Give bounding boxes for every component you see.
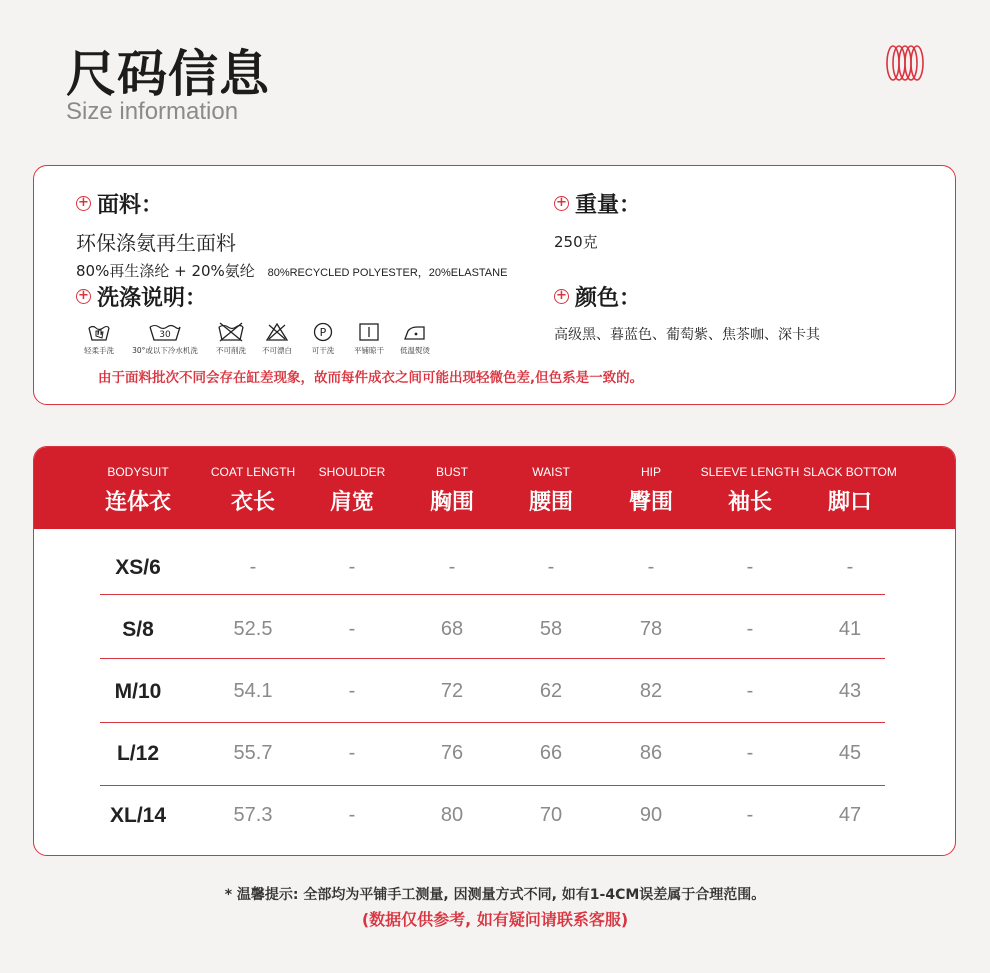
size-cell: 57.3 [233, 804, 273, 826]
page-title: 尺码信息 [66, 45, 270, 103]
column-header-cn: 衣长 [230, 490, 275, 515]
fabric-label: 面料： [97, 193, 164, 218]
dry-clean-p-icon [312, 322, 334, 342]
care-label: 低温熨烫 [400, 346, 430, 355]
size-cell: 82 [639, 680, 663, 702]
column-header-en: BUST [435, 465, 468, 479]
no-bleach-icon [265, 322, 289, 342]
low-iron-icon [402, 322, 428, 342]
size-cell: - [647, 556, 655, 578]
care-label: 平铺晾干 [354, 346, 384, 355]
size-label: XL/14 [109, 804, 167, 827]
size-cell: - [746, 742, 754, 764]
column-header-cn: 臀围 [628, 490, 673, 515]
plus-circle-icon: + [554, 196, 569, 211]
size-cell: 66 [539, 742, 563, 764]
column-header-en: WAIST [532, 465, 570, 479]
size-cell: - [348, 680, 356, 702]
size-cell: - [746, 618, 754, 640]
column-header-cn: 脚口 [827, 490, 872, 515]
size-cell: 68 [440, 618, 464, 640]
size-label: S/8 [122, 618, 154, 641]
size-cell: - [249, 556, 257, 578]
size-cell: 41 [838, 618, 862, 640]
size-label: M/10 [114, 680, 162, 703]
care-label: 不可漂白 [262, 346, 292, 355]
size-cell: - [846, 556, 854, 578]
column-header-cn: 袖长 [727, 490, 772, 515]
column-header-en: SLACK BOTTOM [803, 465, 897, 479]
flat-dry-icon [358, 322, 380, 342]
size-cell: - [448, 556, 456, 578]
svg-text:30: 30 [159, 330, 171, 340]
fabric-composition-en: 80%RECYCLED POLYESTER，20%ELASTANE [267, 267, 508, 279]
svg-text:P: P [319, 326, 327, 339]
column-header-cn: 胸围 [429, 490, 474, 515]
care-item [208, 322, 254, 356]
care-label: 30°或以下冷水机洗 [132, 346, 198, 355]
care-item [300, 322, 346, 356]
size-label: XS/6 [115, 556, 161, 579]
size-cell: 45 [838, 742, 862, 764]
size-cell: 62 [539, 680, 563, 702]
fabric-section [76, 188, 507, 281]
care-item [346, 322, 392, 356]
rings-logo-icon [884, 44, 928, 82]
fabric-name: 环保涤氨再生面料 [76, 231, 236, 255]
color-value: 高级黑、暮蓝色、葡萄紫、焦茶咖、深卡其 [554, 327, 820, 343]
care-label: 不可削洗 [216, 346, 246, 355]
row-divider [100, 594, 885, 595]
care-item [122, 322, 208, 356]
plus-circle-icon: + [76, 289, 91, 304]
size-table [33, 446, 956, 856]
size-cell: 55.7 [233, 742, 273, 764]
care-item [76, 322, 122, 356]
column-header-en: BODYSUIT [107, 465, 169, 479]
size-cell: 47 [838, 804, 862, 826]
color-section [554, 281, 820, 344]
reference-note: (数据仅供参考, 如有疑问请联系客服) [361, 910, 629, 929]
no-tumble-wash-icon [216, 322, 246, 342]
care-label: 可干洗 [311, 346, 335, 355]
size-cell: 58 [539, 618, 563, 640]
size-cell: 72 [440, 680, 464, 702]
size-cell: 90 [639, 804, 663, 826]
fabric-composition [76, 260, 507, 281]
washing-label: 洗涤说明： [97, 286, 208, 311]
size-cell: - [348, 618, 356, 640]
care-item [392, 322, 438, 356]
row-divider [100, 658, 885, 659]
size-cell: 78 [639, 618, 663, 640]
hand-wash-icon [87, 322, 111, 342]
weight-label: 重量： [575, 193, 642, 218]
size-cell: - [348, 804, 356, 826]
size-table-header [34, 447, 955, 529]
size-cell: - [746, 680, 754, 702]
care-icons-row [76, 322, 438, 356]
row-divider [100, 722, 885, 723]
size-cell: - [348, 556, 356, 578]
column-header-en: COAT LENGTH [210, 465, 296, 479]
fabric-info-panel [33, 165, 956, 405]
size-cell: 54.1 [233, 680, 273, 702]
size-cell: - [746, 556, 754, 578]
fabric-composition-cn: 80%再生涤纶 + 20%氨纶 [76, 262, 255, 280]
column-header-en: SHOULDER [318, 465, 386, 479]
care-item [254, 322, 300, 356]
size-cell: 80 [440, 804, 464, 826]
row-divider [100, 785, 885, 786]
plus-circle-icon: + [76, 196, 91, 211]
size-cell: 70 [539, 804, 563, 826]
size-cell: 43 [838, 680, 862, 702]
size-cell: - [547, 556, 555, 578]
wash-30-icon [147, 322, 183, 342]
size-cell: 52.5 [233, 618, 273, 640]
weight-value: 250克 [554, 233, 598, 251]
color-label: 颜色： [575, 286, 642, 311]
column-header-en: SLEEVE LENGTH [700, 465, 800, 479]
plus-circle-icon: + [554, 289, 569, 304]
column-header-en: HIP [640, 465, 661, 479]
color-difference-notice: 由于面料批次不同会存在缸差现象，故而每件成衣之间可能出现轻微色差,但色系是一致的。 [98, 370, 644, 386]
size-cell: - [348, 742, 356, 764]
column-header-cn: 连体衣 [104, 490, 171, 515]
size-cell: 86 [639, 742, 663, 764]
weight-section [554, 188, 641, 252]
size-cell: 76 [440, 742, 464, 764]
column-header-cn: 腰围 [528, 490, 573, 515]
column-header-cn: 肩宽 [329, 490, 374, 515]
measurement-tip: * 温馨提示: 全部均为平铺手工测量, 因测量方式不同, 如有1-4CM误差属于合理范围。 [224, 887, 766, 903]
care-label: 轻柔手洗 [84, 346, 114, 355]
size-cell: - [746, 804, 754, 826]
page-subtitle: Size information [66, 98, 239, 125]
size-label: L/12 [116, 742, 160, 765]
washing-section [76, 281, 438, 356]
